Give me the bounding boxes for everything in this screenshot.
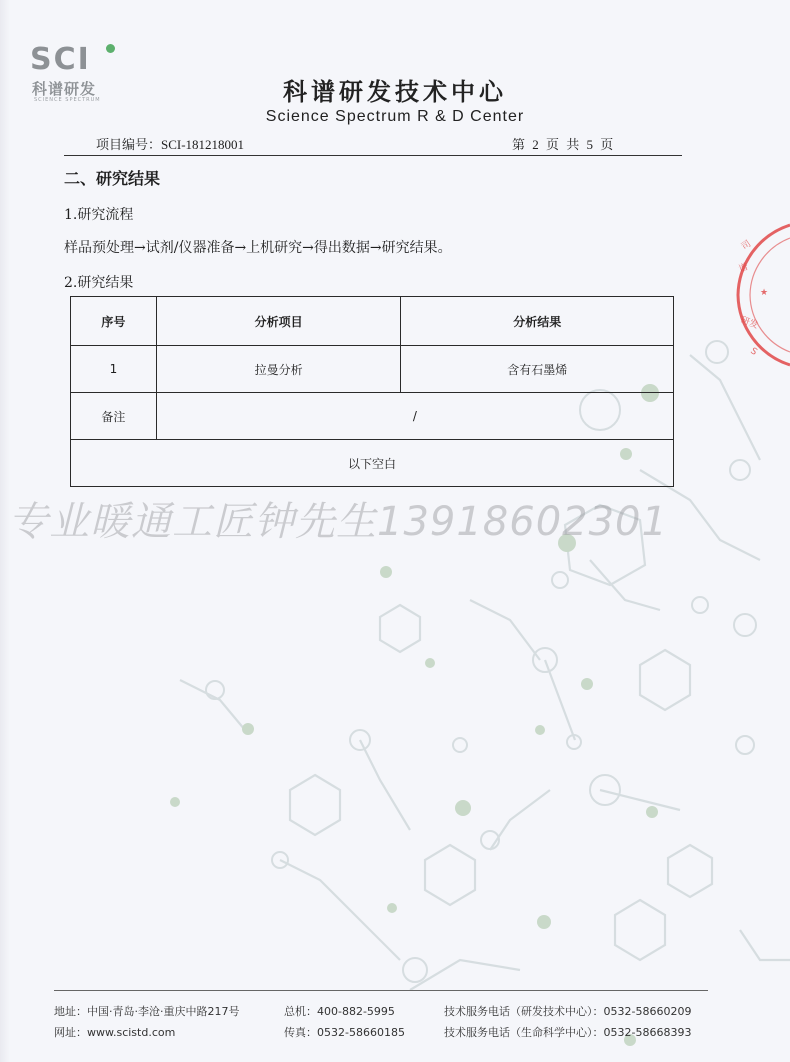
logo-tagline: SCIENCE SPECTRUM	[34, 97, 101, 103]
footer-fax: 传真：0532-58660185	[284, 1026, 405, 1039]
svg-text:司: 司	[739, 239, 754, 253]
table-row	[71, 346, 674, 393]
cell-result: 含有石墨烯	[401, 346, 674, 393]
remark-row	[71, 393, 674, 440]
header-divider	[64, 155, 682, 156]
footer-phone-life: 技术服务电话（生命科学中心）：0532-58668393	[444, 1026, 692, 1039]
subheading-process: 1.研究流程	[64, 207, 134, 223]
header-cell-no: 序号	[71, 297, 157, 346]
remark-label: 备注	[71, 393, 157, 440]
results-table	[70, 296, 674, 487]
logo-dot	[106, 44, 115, 53]
center-title-en: Science Spectrum R & D Center	[265, 108, 525, 125]
cell-no: 1	[71, 346, 157, 393]
page-info: 第 2 页 共 5 页	[512, 137, 616, 152]
footer-switchboard: 总机：400-882-5995	[284, 1005, 395, 1018]
watermark-text: 专业暖通工匠钟先生13918602301	[8, 499, 668, 545]
svg-text:S: S	[748, 346, 759, 358]
cell-item: 拉曼分析	[156, 346, 401, 393]
footer-address: 地址：中国·青岛·李沧·重庆中路217号	[54, 1005, 240, 1018]
logo-mark: SCI	[30, 42, 91, 77]
subheading-results: 2.研究结果	[64, 275, 134, 291]
header-cell-result: 分析结果	[401, 297, 674, 346]
footer-divider	[54, 990, 708, 991]
svg-text:★: ★	[760, 288, 769, 298]
project-number: 项目编号：SCI-181218001	[96, 137, 245, 152]
blank-row	[71, 440, 674, 487]
section-heading: 二、研究结果	[64, 169, 161, 188]
center-title-cn: 科谱研发技术中心	[283, 78, 507, 106]
svg-text:研发: 研发	[738, 315, 760, 331]
footer-phone-rd: 技术服务电话（研发技术中心）：0532-58660209	[444, 1005, 692, 1018]
header-cell-item: 分析项目	[156, 297, 401, 346]
logo-cn: 科谱研发	[32, 80, 97, 98]
svg-text:谱: 谱	[737, 262, 750, 275]
table-header-row	[71, 297, 674, 346]
process-flow-text: 样品预处理→试剂/仪器准备→上机研究→得出数据→研究结果。	[64, 240, 452, 256]
blank-note: 以下空白	[71, 440, 674, 487]
remark-value: /	[156, 393, 673, 440]
stamp-seal	[728, 220, 790, 370]
footer-website[interactable]: 网址：www.scistd.com	[54, 1026, 176, 1039]
